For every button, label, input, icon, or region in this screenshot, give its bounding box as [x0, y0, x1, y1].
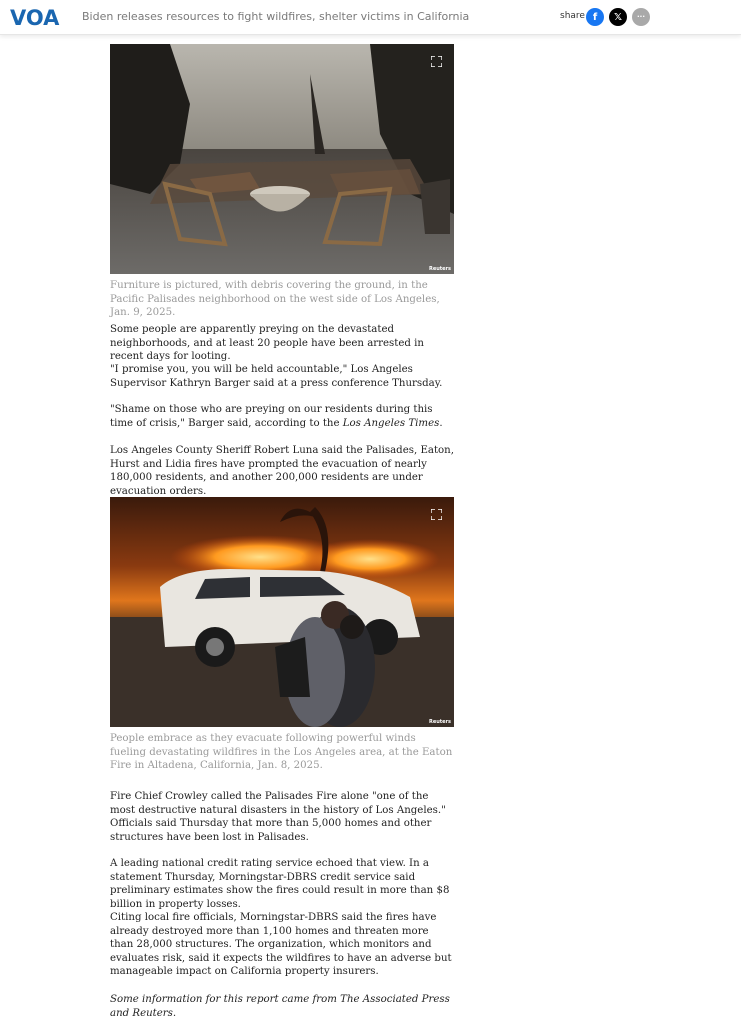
article-paragraph: Citing local fire officials, Morningstar-DBRS said the fires have already destroyed more than 1,100 homes and threaten more than 28,000 structures. The organization, which monitors and evaluates risk, said it expects the wildfires to have an adverse but manageable impact on California property insurers.	[110, 912, 452, 978]
burned-neighborhood-image	[110, 44, 454, 274]
svg-text:VOA: VOA	[10, 6, 60, 28]
photo-eaton-fire[interactable]	[110, 497, 454, 727]
more-share-button[interactable]	[632, 8, 650, 26]
photo-credit: Reuters	[428, 266, 451, 272]
x-icon: 𝕏	[613, 11, 623, 23]
article-paragraph: A leading national credit rating service echoed that view. In a statement Thursday, Morningstar-DBRS credit service said preliminary estimates show the fires could result in more than $8 billion in property losses.	[110, 858, 450, 910]
article-paragraph: "I promise you, you will be held accountable," Los Angeles Supervisor Kathryn Barger said at a press conference Thursday.	[110, 364, 443, 389]
facebook-share-button[interactable]	[586, 8, 604, 26]
more-icon: ···	[637, 13, 645, 21]
article-paragraph: Some people are apparently preying on the devastated neighborhoods, and at least 20 people have been arrested in recent days for looting.	[110, 324, 424, 363]
article-footnote: Some information for this report came from The Associated Press and Reuters.	[110, 994, 450, 1019]
photo-caption: People embrace as they evacuate following powerful winds fueling devastating wildfires in the Los Angeles area, at the Eaton Fire in Altadena, California, Jan. 8, 2025.	[110, 733, 453, 771]
voa-logo[interactable]	[10, 6, 62, 28]
top-bar	[0, 0, 741, 35]
expand-icon[interactable]	[431, 56, 442, 67]
article-paragraph: Fire Chief Crowley called the Palisades Fire alone "one of the most destructive natural disasters in the history of Los Angeles." Officials said Thursday that more than 5,000 homes and other structures have been lost in Palisades.	[110, 791, 446, 843]
share-label: share	[560, 11, 585, 21]
facebook-icon: f	[592, 11, 598, 23]
photo-caption: Furniture is pictured, with debris covering the ground, in the Pacific Palisades neighborhood on the west side of Los Angeles, Jan. 9, 2025.	[110, 280, 440, 318]
expand-icon[interactable]	[431, 509, 442, 520]
newspaper-name: Los Angeles Times	[342, 417, 440, 429]
x-share-button[interactable]	[609, 8, 627, 26]
article-paragraph: Los Angeles County Sheriff Robert Luna said the Palisades, Eaton, Hurst and Lidia fires have prompted the evacuation of nearly 180,000 residents, and another 200,000 residents are under evacuation orders.	[110, 445, 454, 497]
article-paragraph: "Shame on those who are preying on our residents during this time of crisis," Barger said, according to the Los Angeles Times.	[110, 404, 443, 429]
photo-credit: Reuters	[428, 719, 451, 725]
photo-palisades-debris[interactable]	[110, 44, 454, 274]
evacuation-embrace-image	[110, 497, 454, 727]
page-headline: Biden releases resources to fight wildfires, shelter victims in California	[82, 10, 470, 23]
